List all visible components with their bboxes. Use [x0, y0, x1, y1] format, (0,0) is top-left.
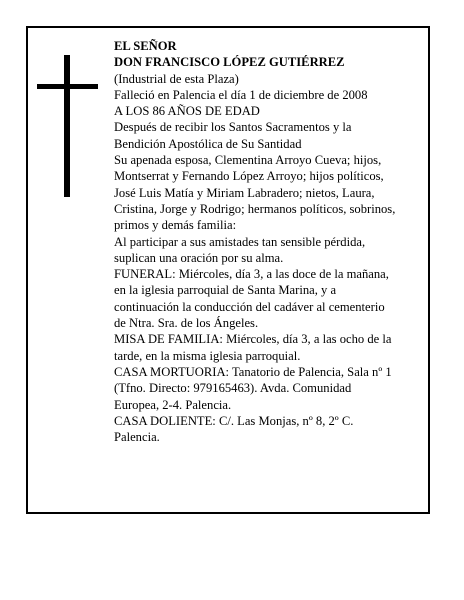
paragraph-line: CASA DOLIENTE: C/. Las Monjas, nº 8, 2º C.: [114, 413, 354, 428]
sacraments-paragraph: [114, 119, 424, 152]
cross-horizontal-bar: [37, 84, 98, 89]
paragraph-line: Después de recibir los Santos Sacramentos y la: [114, 120, 352, 135]
paragraph-line: tarde, en la misma iglesia parroquial.: [114, 348, 301, 363]
paragraph-line: MISA DE FAMILIA: Miércoles, día 3, a las ocho de la: [114, 332, 392, 347]
paragraph-line: (Industrial de esta Plaza): [114, 71, 239, 86]
age-paragraph: [114, 103, 424, 119]
obituary-title: EL SEÑOR: [114, 39, 177, 53]
death-date-paragraph: [114, 87, 424, 103]
paragraph-line: Europea, 2-4. Palencia.: [114, 397, 232, 412]
paragraph-line: José Luis Matía y Miriam Labradero; nietos, Laura,: [114, 185, 375, 200]
paragraph-line: Su apenada esposa, Clementina Arroyo Cueva; hijos,: [114, 153, 382, 168]
paragraph-line: Cristina, Jorge y Rodrigo; hermanos políticos, sobrinos,: [114, 201, 396, 216]
family-paragraph: [114, 152, 424, 233]
paragraph-line: A LOS 86 AÑOS DE EDAD: [114, 104, 260, 119]
mortuary-paragraph: [114, 364, 424, 413]
paragraph-line: Palencia.: [114, 430, 160, 445]
paragraph-line: FUNERAL: Miércoles, día 3, a las doce de la mañana,: [114, 267, 389, 282]
deceased-name: DON FRANCISCO LÓPEZ GUTIÉRREZ: [114, 55, 345, 70]
obituary-text: [114, 38, 424, 445]
paragraph-line: Al participar a sus amistades tan sensible pérdida,: [114, 234, 366, 249]
funeral-paragraph: [114, 266, 424, 331]
paragraph-line: Montserrat y Fernando López Arroyo; hijos políticos,: [114, 169, 384, 184]
request-paragraph: [114, 234, 424, 267]
occupation-paragraph: [114, 71, 424, 87]
cross-vertical-bar: [64, 55, 70, 197]
family-mass-paragraph: [114, 331, 424, 364]
paragraph-line: CASA MORTUORIA: Tanatorio de Palencia, Sala nº 1: [114, 364, 392, 379]
paragraph-line: primos y demás familia:: [114, 218, 237, 233]
paragraph-line: en la iglesia parroquial de Santa Marina, y a: [114, 283, 337, 298]
paragraph-line: (Tfno. Directo: 979165463). Avda. Comunidad: [114, 381, 352, 396]
paragraph-line: suplican una oración por su alma.: [114, 250, 284, 265]
paragraph-line: Bendición Apostólica de Su Santidad: [114, 136, 302, 151]
paragraph-line: continuación la conducción del cadáver al cementerio: [114, 299, 385, 314]
paragraph-line: de Ntra. Sra. de los Ángeles.: [114, 316, 259, 331]
mourning-house-paragraph: [114, 413, 424, 446]
paragraph-line: Falleció en Palencia el día 1 de diciembre de 2008: [114, 87, 368, 102]
